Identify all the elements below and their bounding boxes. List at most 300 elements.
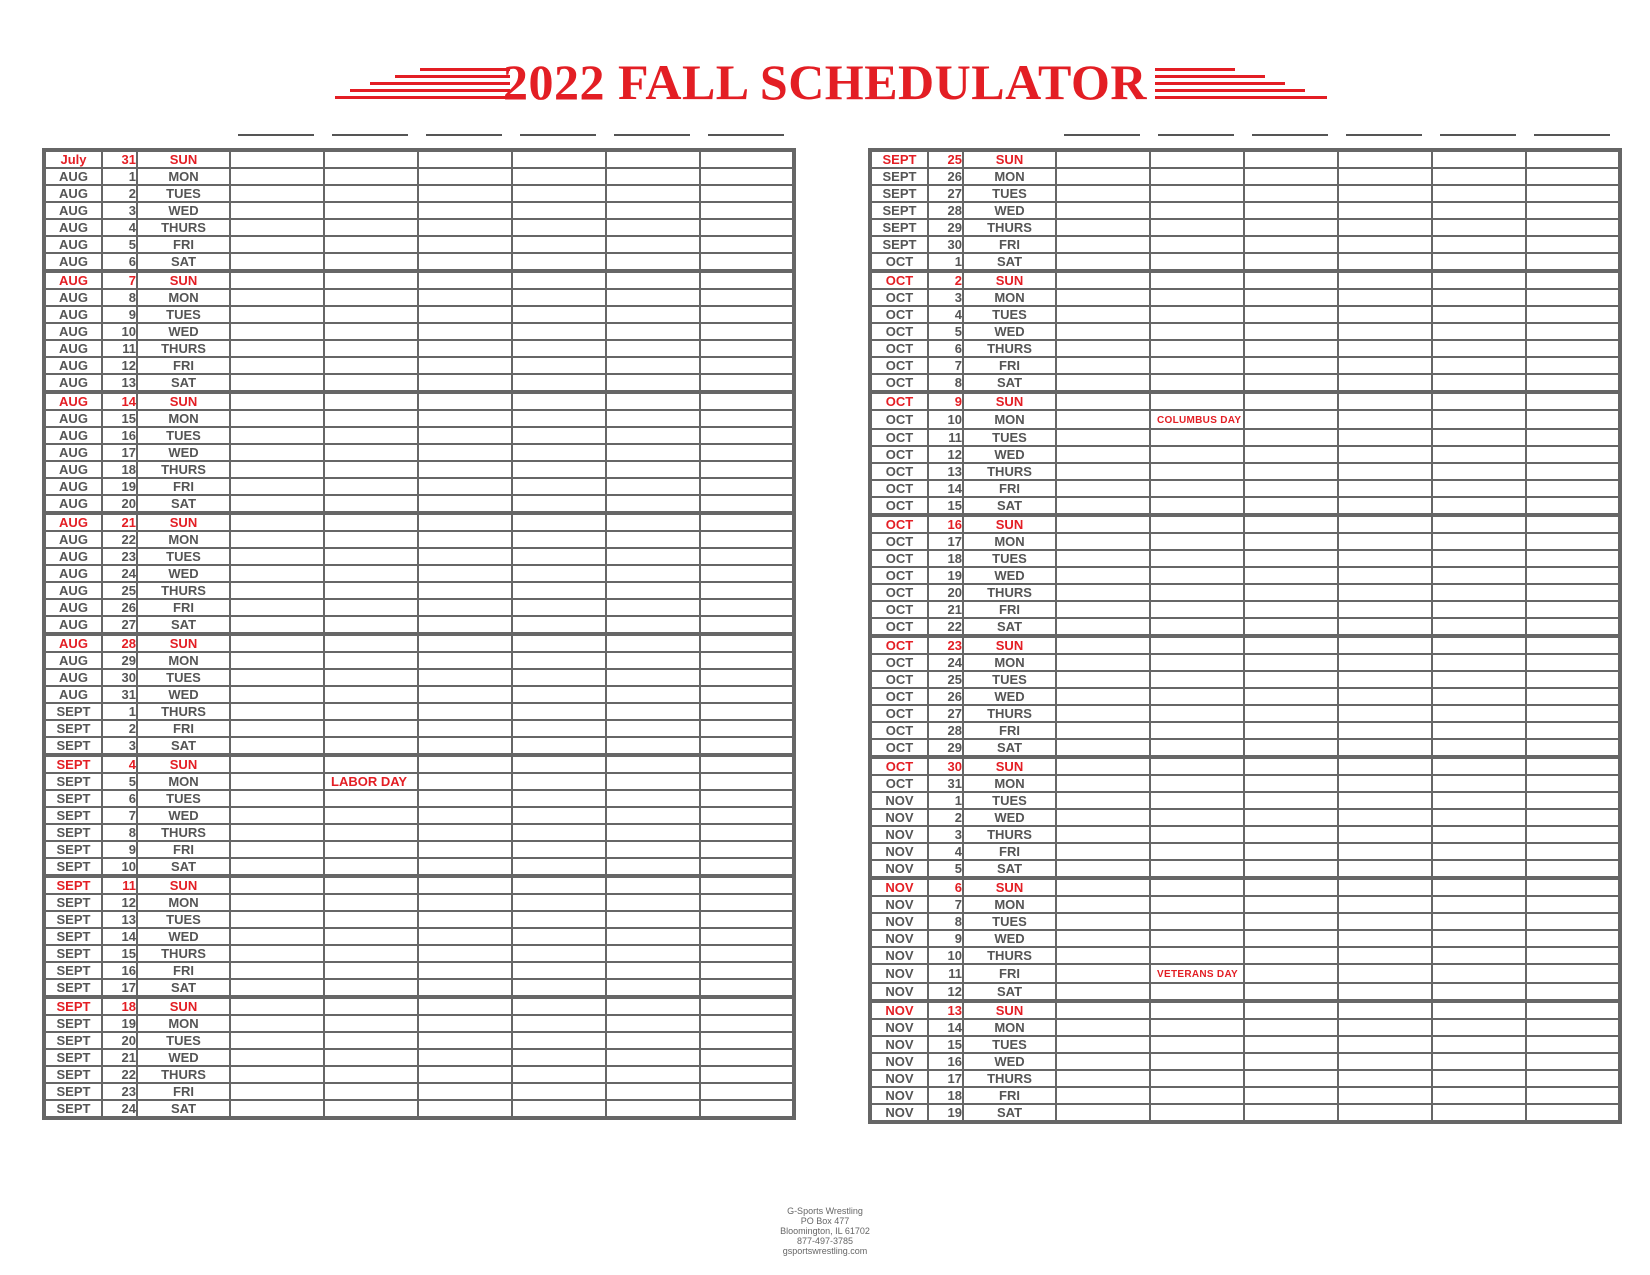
schedule-entry-cell[interactable] <box>1338 446 1432 463</box>
schedule-entry-cell[interactable] <box>1526 601 1620 618</box>
schedule-entry-cell[interactable] <box>230 219 324 236</box>
schedule-entry-cell[interactable] <box>700 306 794 323</box>
schedule-entry-cell[interactable] <box>1150 410 1244 429</box>
schedule-entry-cell[interactable] <box>512 634 606 652</box>
schedule-entry-cell[interactable] <box>1432 913 1526 930</box>
column-header-blank[interactable] <box>708 134 784 136</box>
schedule-entry-cell[interactable] <box>324 219 418 236</box>
schedule-entry-cell[interactable] <box>606 410 700 427</box>
schedule-entry-cell[interactable] <box>1244 429 1338 446</box>
schedule-entry-cell[interactable] <box>230 894 324 911</box>
schedule-entry-cell[interactable] <box>1432 826 1526 843</box>
schedule-entry-cell[interactable] <box>1056 913 1150 930</box>
schedule-entry-cell[interactable] <box>512 720 606 737</box>
schedule-entry-cell[interactable] <box>324 340 418 357</box>
schedule-entry-cell[interactable] <box>1338 843 1432 860</box>
schedule-entry-cell[interactable] <box>606 720 700 737</box>
schedule-entry-cell[interactable] <box>1244 705 1338 722</box>
schedule-entry-cell[interactable] <box>1150 1019 1244 1036</box>
schedule-entry-cell[interactable] <box>418 289 512 306</box>
schedule-entry-cell[interactable] <box>606 495 700 513</box>
schedule-entry-cell[interactable] <box>230 1032 324 1049</box>
schedule-entry-cell[interactable] <box>512 236 606 253</box>
schedule-entry-cell[interactable] <box>606 531 700 548</box>
schedule-entry-cell[interactable] <box>700 289 794 306</box>
schedule-entry-cell[interactable] <box>1338 1019 1432 1036</box>
schedule-entry-cell[interactable] <box>512 1032 606 1049</box>
schedule-entry-cell[interactable] <box>1150 722 1244 739</box>
schedule-entry-cell[interactable] <box>1526 236 1620 253</box>
schedule-entry-cell[interactable] <box>1150 533 1244 550</box>
schedule-entry-cell[interactable] <box>418 669 512 686</box>
schedule-entry-cell[interactable] <box>230 911 324 928</box>
schedule-entry-cell[interactable] <box>1150 271 1244 289</box>
schedule-entry-cell[interactable] <box>1056 480 1150 497</box>
schedule-entry-cell[interactable] <box>1432 150 1526 168</box>
schedule-entry-cell[interactable] <box>1526 722 1620 739</box>
schedule-entry-cell[interactable] <box>230 634 324 652</box>
schedule-entry-cell[interactable] <box>1338 775 1432 792</box>
schedule-entry-cell[interactable] <box>324 807 418 824</box>
schedule-entry-cell[interactable] <box>1338 515 1432 533</box>
schedule-entry-cell[interactable] <box>1432 497 1526 515</box>
schedule-entry-cell[interactable] <box>700 1032 794 1049</box>
schedule-entry-cell[interactable] <box>1056 964 1150 983</box>
schedule-entry-cell[interactable] <box>606 271 700 289</box>
schedule-entry-cell[interactable] <box>1150 515 1244 533</box>
schedule-entry-cell[interactable] <box>1526 1019 1620 1036</box>
schedule-entry-cell[interactable] <box>512 737 606 755</box>
schedule-entry-cell[interactable] <box>1244 896 1338 913</box>
schedule-entry-cell[interactable] <box>700 495 794 513</box>
schedule-entry-cell[interactable] <box>700 323 794 340</box>
schedule-entry-cell[interactable] <box>1244 1087 1338 1104</box>
schedule-entry-cell[interactable] <box>1432 567 1526 584</box>
schedule-entry-cell[interactable] <box>1526 1087 1620 1104</box>
schedule-entry-cell[interactable] <box>700 548 794 565</box>
schedule-entry-cell[interactable] <box>1432 688 1526 705</box>
schedule-entry-cell[interactable] <box>606 894 700 911</box>
schedule-entry-cell[interactable] <box>1150 446 1244 463</box>
schedule-entry-cell[interactable] <box>700 858 794 876</box>
schedule-entry-cell[interactable] <box>606 306 700 323</box>
column-header-blank[interactable] <box>520 134 596 136</box>
schedule-entry-cell[interactable] <box>324 478 418 495</box>
schedule-entry-cell[interactable] <box>700 979 794 997</box>
schedule-entry-cell[interactable] <box>1244 947 1338 964</box>
schedule-entry-cell[interactable] <box>700 444 794 461</box>
schedule-entry-cell[interactable] <box>700 616 794 634</box>
schedule-entry-cell[interactable] <box>1526 306 1620 323</box>
schedule-entry-cell[interactable] <box>512 185 606 202</box>
schedule-entry-cell[interactable] <box>1150 185 1244 202</box>
schedule-entry-cell[interactable] <box>418 531 512 548</box>
schedule-entry-cell[interactable] <box>418 894 512 911</box>
schedule-entry-cell[interactable] <box>418 737 512 755</box>
schedule-entry-cell[interactable] <box>1150 878 1244 896</box>
schedule-entry-cell[interactable] <box>324 410 418 427</box>
schedule-entry-cell[interactable] <box>1150 567 1244 584</box>
schedule-entry-cell[interactable] <box>1338 550 1432 567</box>
schedule-entry-cell[interactable] <box>1244 271 1338 289</box>
schedule-entry-cell[interactable] <box>1526 271 1620 289</box>
schedule-entry-cell[interactable] <box>1432 410 1526 429</box>
schedule-entry-cell[interactable] <box>1150 463 1244 480</box>
schedule-entry-cell[interactable] <box>606 599 700 616</box>
schedule-entry-cell[interactable] <box>606 374 700 392</box>
schedule-entry-cell[interactable] <box>230 979 324 997</box>
schedule-entry-cell[interactable] <box>1432 446 1526 463</box>
schedule-entry-cell[interactable] <box>1338 202 1432 219</box>
schedule-entry-cell[interactable] <box>1338 757 1432 775</box>
schedule-entry-cell[interactable] <box>1526 843 1620 860</box>
schedule-entry-cell[interactable] <box>230 669 324 686</box>
schedule-entry-cell[interactable] <box>606 565 700 582</box>
schedule-entry-cell[interactable] <box>324 703 418 720</box>
schedule-entry-cell[interactable] <box>1526 1036 1620 1053</box>
schedule-entry-cell[interactable] <box>324 323 418 340</box>
schedule-entry-cell[interactable] <box>1056 688 1150 705</box>
schedule-entry-cell[interactable] <box>1150 1001 1244 1019</box>
schedule-entry-cell[interactable] <box>606 548 700 565</box>
schedule-entry-cell[interactable] <box>512 841 606 858</box>
schedule-entry-cell[interactable] <box>1338 533 1432 550</box>
schedule-entry-cell[interactable] <box>1150 168 1244 185</box>
schedule-entry-cell[interactable] <box>1432 1036 1526 1053</box>
schedule-entry-cell[interactable] <box>606 478 700 495</box>
schedule-entry-cell[interactable] <box>1526 826 1620 843</box>
schedule-entry-cell[interactable] <box>418 513 512 531</box>
schedule-entry-cell[interactable] <box>512 168 606 185</box>
schedule-entry-cell[interactable] <box>324 773 418 790</box>
schedule-entry-cell[interactable] <box>324 979 418 997</box>
schedule-entry-cell[interactable] <box>1056 843 1150 860</box>
schedule-entry-cell[interactable] <box>1338 618 1432 636</box>
schedule-entry-cell[interactable] <box>230 340 324 357</box>
schedule-entry-cell[interactable] <box>1432 896 1526 913</box>
schedule-entry-cell[interactable] <box>230 616 324 634</box>
schedule-entry-cell[interactable] <box>230 495 324 513</box>
schedule-entry-cell[interactable] <box>1244 550 1338 567</box>
schedule-entry-cell[interactable] <box>1432 271 1526 289</box>
schedule-entry-cell[interactable] <box>230 253 324 271</box>
schedule-entry-cell[interactable] <box>1244 860 1338 878</box>
schedule-entry-cell[interactable] <box>1432 705 1526 722</box>
schedule-entry-cell[interactable] <box>1432 983 1526 1001</box>
schedule-entry-cell[interactable] <box>230 271 324 289</box>
schedule-entry-cell[interactable] <box>606 289 700 306</box>
schedule-entry-cell[interactable] <box>1338 584 1432 601</box>
schedule-entry-cell[interactable] <box>1338 964 1432 983</box>
schedule-entry-cell[interactable] <box>512 374 606 392</box>
schedule-entry-cell[interactable] <box>700 703 794 720</box>
schedule-entry-cell[interactable] <box>418 928 512 945</box>
schedule-entry-cell[interactable] <box>1526 860 1620 878</box>
schedule-entry-cell[interactable] <box>1526 636 1620 654</box>
schedule-entry-cell[interactable] <box>1056 515 1150 533</box>
schedule-entry-cell[interactable] <box>1526 289 1620 306</box>
schedule-entry-cell[interactable] <box>324 720 418 737</box>
schedule-entry-cell[interactable] <box>418 652 512 669</box>
schedule-entry-cell[interactable] <box>1338 688 1432 705</box>
schedule-entry-cell[interactable] <box>606 652 700 669</box>
schedule-entry-cell[interactable] <box>1526 896 1620 913</box>
schedule-entry-cell[interactable] <box>1244 236 1338 253</box>
schedule-entry-cell[interactable] <box>230 427 324 444</box>
schedule-entry-cell[interactable] <box>606 513 700 531</box>
schedule-entry-cell[interactable] <box>700 374 794 392</box>
schedule-entry-cell[interactable] <box>418 323 512 340</box>
schedule-entry-cell[interactable] <box>1432 185 1526 202</box>
schedule-entry-cell[interactable] <box>230 962 324 979</box>
schedule-entry-cell[interactable] <box>324 1066 418 1083</box>
schedule-entry-cell[interactable] <box>1056 253 1150 271</box>
schedule-entry-cell[interactable] <box>1244 1053 1338 1070</box>
schedule-entry-cell[interactable] <box>324 236 418 253</box>
schedule-entry-cell[interactable] <box>1432 775 1526 792</box>
schedule-entry-cell[interactable] <box>700 531 794 548</box>
schedule-entry-cell[interactable] <box>1150 947 1244 964</box>
schedule-entry-cell[interactable] <box>1244 567 1338 584</box>
schedule-entry-cell[interactable] <box>1338 983 1432 1001</box>
schedule-entry-cell[interactable] <box>1432 930 1526 947</box>
schedule-entry-cell[interactable] <box>1150 219 1244 236</box>
schedule-entry-cell[interactable] <box>1244 480 1338 497</box>
schedule-entry-cell[interactable] <box>418 945 512 962</box>
schedule-entry-cell[interactable] <box>1432 964 1526 983</box>
schedule-entry-cell[interactable] <box>324 1032 418 1049</box>
schedule-entry-cell[interactable] <box>606 790 700 807</box>
schedule-entry-cell[interactable] <box>324 357 418 374</box>
schedule-entry-cell[interactable] <box>606 979 700 997</box>
schedule-entry-cell[interactable] <box>230 858 324 876</box>
schedule-entry-cell[interactable] <box>1244 913 1338 930</box>
schedule-entry-cell[interactable] <box>1150 739 1244 757</box>
schedule-entry-cell[interactable] <box>1338 185 1432 202</box>
schedule-entry-cell[interactable] <box>1338 636 1432 654</box>
schedule-entry-cell[interactable] <box>418 876 512 894</box>
schedule-entry-cell[interactable] <box>1338 289 1432 306</box>
schedule-entry-cell[interactable] <box>700 513 794 531</box>
schedule-entry-cell[interactable] <box>1150 671 1244 688</box>
schedule-entry-cell[interactable] <box>512 807 606 824</box>
schedule-entry-cell[interactable] <box>700 565 794 582</box>
schedule-entry-cell[interactable] <box>324 306 418 323</box>
schedule-entry-cell[interactable] <box>606 1083 700 1100</box>
schedule-entry-cell[interactable] <box>1150 150 1244 168</box>
column-header-blank[interactable] <box>238 134 314 136</box>
schedule-entry-cell[interactable] <box>512 461 606 478</box>
schedule-entry-cell[interactable] <box>324 495 418 513</box>
schedule-entry-cell[interactable] <box>324 894 418 911</box>
schedule-entry-cell[interactable] <box>512 357 606 374</box>
schedule-entry-cell[interactable] <box>1150 930 1244 947</box>
schedule-entry-cell[interactable] <box>512 478 606 495</box>
schedule-entry-cell[interactable] <box>606 150 700 168</box>
schedule-entry-cell[interactable] <box>324 599 418 616</box>
schedule-entry-cell[interactable] <box>1056 1070 1150 1087</box>
schedule-entry-cell[interactable] <box>1244 671 1338 688</box>
schedule-entry-cell[interactable] <box>1526 550 1620 567</box>
schedule-entry-cell[interactable] <box>700 271 794 289</box>
schedule-entry-cell[interactable] <box>700 599 794 616</box>
schedule-entry-cell[interactable] <box>700 461 794 478</box>
schedule-entry-cell[interactable] <box>230 444 324 461</box>
schedule-entry-cell[interactable] <box>418 911 512 928</box>
schedule-entry-cell[interactable] <box>418 271 512 289</box>
schedule-entry-cell[interactable] <box>512 202 606 219</box>
column-header-blank[interactable] <box>1064 134 1140 136</box>
schedule-entry-cell[interactable] <box>1056 323 1150 340</box>
schedule-entry-cell[interactable] <box>1338 219 1432 236</box>
schedule-entry-cell[interactable] <box>1432 671 1526 688</box>
schedule-entry-cell[interactable] <box>1526 671 1620 688</box>
schedule-entry-cell[interactable] <box>1244 688 1338 705</box>
schedule-entry-cell[interactable] <box>606 962 700 979</box>
schedule-entry-cell[interactable] <box>324 841 418 858</box>
schedule-entry-cell[interactable] <box>418 219 512 236</box>
schedule-entry-cell[interactable] <box>1244 323 1338 340</box>
schedule-entry-cell[interactable] <box>1432 289 1526 306</box>
schedule-entry-cell[interactable] <box>1526 429 1620 446</box>
schedule-entry-cell[interactable] <box>1056 1019 1150 1036</box>
schedule-entry-cell[interactable] <box>230 790 324 807</box>
schedule-entry-cell[interactable] <box>1338 1087 1432 1104</box>
schedule-entry-cell[interactable] <box>1150 550 1244 567</box>
schedule-entry-cell[interactable] <box>418 979 512 997</box>
schedule-entry-cell[interactable] <box>418 703 512 720</box>
schedule-entry-cell[interactable] <box>1056 601 1150 618</box>
column-header-blank[interactable] <box>332 134 408 136</box>
schedule-entry-cell[interactable] <box>418 841 512 858</box>
schedule-entry-cell[interactable] <box>418 599 512 616</box>
schedule-entry-cell[interactable] <box>1526 705 1620 722</box>
schedule-entry-cell[interactable] <box>1338 705 1432 722</box>
schedule-entry-cell[interactable] <box>324 755 418 773</box>
schedule-entry-cell[interactable] <box>1244 185 1338 202</box>
schedule-entry-cell[interactable] <box>1150 601 1244 618</box>
schedule-entry-cell[interactable] <box>606 928 700 945</box>
schedule-entry-cell[interactable] <box>700 185 794 202</box>
schedule-entry-cell[interactable] <box>418 444 512 461</box>
schedule-entry-cell[interactable] <box>1056 202 1150 219</box>
schedule-entry-cell[interactable] <box>606 911 700 928</box>
schedule-entry-cell[interactable] <box>418 824 512 841</box>
schedule-entry-cell[interactable] <box>324 634 418 652</box>
schedule-entry-cell[interactable] <box>1056 757 1150 775</box>
schedule-entry-cell[interactable] <box>1244 410 1338 429</box>
schedule-entry-cell[interactable] <box>512 1100 606 1118</box>
schedule-entry-cell[interactable] <box>1338 323 1432 340</box>
schedule-entry-cell[interactable] <box>606 686 700 703</box>
schedule-entry-cell[interactable] <box>324 150 418 168</box>
schedule-entry-cell[interactable] <box>1432 792 1526 809</box>
schedule-entry-cell[interactable] <box>1526 497 1620 515</box>
schedule-entry-cell[interactable] <box>512 755 606 773</box>
schedule-entry-cell[interactable] <box>418 340 512 357</box>
schedule-entry-cell[interactable] <box>700 790 794 807</box>
schedule-entry-cell[interactable] <box>1526 1104 1620 1122</box>
schedule-entry-cell[interactable] <box>1432 168 1526 185</box>
schedule-entry-cell[interactable] <box>230 461 324 478</box>
schedule-entry-cell[interactable] <box>1338 601 1432 618</box>
schedule-entry-cell[interactable] <box>1244 1036 1338 1053</box>
schedule-entry-cell[interactable] <box>1244 983 1338 1001</box>
schedule-entry-cell[interactable] <box>606 773 700 790</box>
schedule-entry-cell[interactable] <box>512 945 606 962</box>
schedule-entry-cell[interactable] <box>1526 878 1620 896</box>
schedule-entry-cell[interactable] <box>1056 340 1150 357</box>
schedule-entry-cell[interactable] <box>512 531 606 548</box>
schedule-entry-cell[interactable] <box>324 962 418 979</box>
schedule-entry-cell[interactable] <box>1150 429 1244 446</box>
schedule-entry-cell[interactable] <box>1338 809 1432 826</box>
schedule-entry-cell[interactable] <box>512 340 606 357</box>
schedule-entry-cell[interactable] <box>1526 1053 1620 1070</box>
schedule-entry-cell[interactable] <box>1432 947 1526 964</box>
schedule-entry-cell[interactable] <box>1338 253 1432 271</box>
schedule-entry-cell[interactable] <box>700 755 794 773</box>
schedule-entry-cell[interactable] <box>324 876 418 894</box>
schedule-entry-cell[interactable] <box>606 1015 700 1032</box>
schedule-entry-cell[interactable] <box>1056 550 1150 567</box>
schedule-entry-cell[interactable] <box>512 616 606 634</box>
schedule-entry-cell[interactable] <box>230 236 324 253</box>
schedule-entry-cell[interactable] <box>512 444 606 461</box>
schedule-entry-cell[interactable] <box>606 858 700 876</box>
schedule-entry-cell[interactable] <box>418 1066 512 1083</box>
schedule-entry-cell[interactable] <box>1244 775 1338 792</box>
schedule-entry-cell[interactable] <box>1150 202 1244 219</box>
schedule-entry-cell[interactable] <box>418 236 512 253</box>
schedule-entry-cell[interactable] <box>1244 618 1338 636</box>
schedule-entry-cell[interactable] <box>1150 1053 1244 1070</box>
schedule-entry-cell[interactable] <box>606 236 700 253</box>
schedule-entry-cell[interactable] <box>324 513 418 531</box>
schedule-entry-cell[interactable] <box>418 565 512 582</box>
schedule-entry-cell[interactable] <box>1432 618 1526 636</box>
schedule-entry-cell[interactable] <box>230 1049 324 1066</box>
schedule-entry-cell[interactable] <box>512 565 606 582</box>
schedule-entry-cell[interactable] <box>418 202 512 219</box>
schedule-entry-cell[interactable] <box>512 306 606 323</box>
column-header-blank[interactable] <box>426 134 502 136</box>
schedule-entry-cell[interactable] <box>700 236 794 253</box>
schedule-entry-cell[interactable] <box>1056 1104 1150 1122</box>
schedule-entry-cell[interactable] <box>1432 340 1526 357</box>
schedule-entry-cell[interactable] <box>324 1049 418 1066</box>
schedule-entry-cell[interactable] <box>512 876 606 894</box>
schedule-entry-cell[interactable] <box>512 513 606 531</box>
schedule-entry-cell[interactable] <box>230 876 324 894</box>
schedule-entry-cell[interactable] <box>606 737 700 755</box>
schedule-entry-cell[interactable] <box>1150 374 1244 392</box>
schedule-entry-cell[interactable] <box>230 306 324 323</box>
schedule-entry-cell[interactable] <box>1244 168 1338 185</box>
schedule-entry-cell[interactable] <box>606 1032 700 1049</box>
schedule-entry-cell[interactable] <box>230 1066 324 1083</box>
schedule-entry-cell[interactable] <box>1150 1070 1244 1087</box>
schedule-entry-cell[interactable] <box>1056 446 1150 463</box>
schedule-entry-cell[interactable] <box>1056 185 1150 202</box>
schedule-entry-cell[interactable] <box>1432 202 1526 219</box>
schedule-entry-cell[interactable] <box>606 997 700 1015</box>
schedule-entry-cell[interactable] <box>1526 947 1620 964</box>
schedule-entry-cell[interactable] <box>324 1083 418 1100</box>
schedule-entry-cell[interactable] <box>606 357 700 374</box>
schedule-entry-cell[interactable] <box>1056 533 1150 550</box>
schedule-entry-cell[interactable] <box>1244 757 1338 775</box>
